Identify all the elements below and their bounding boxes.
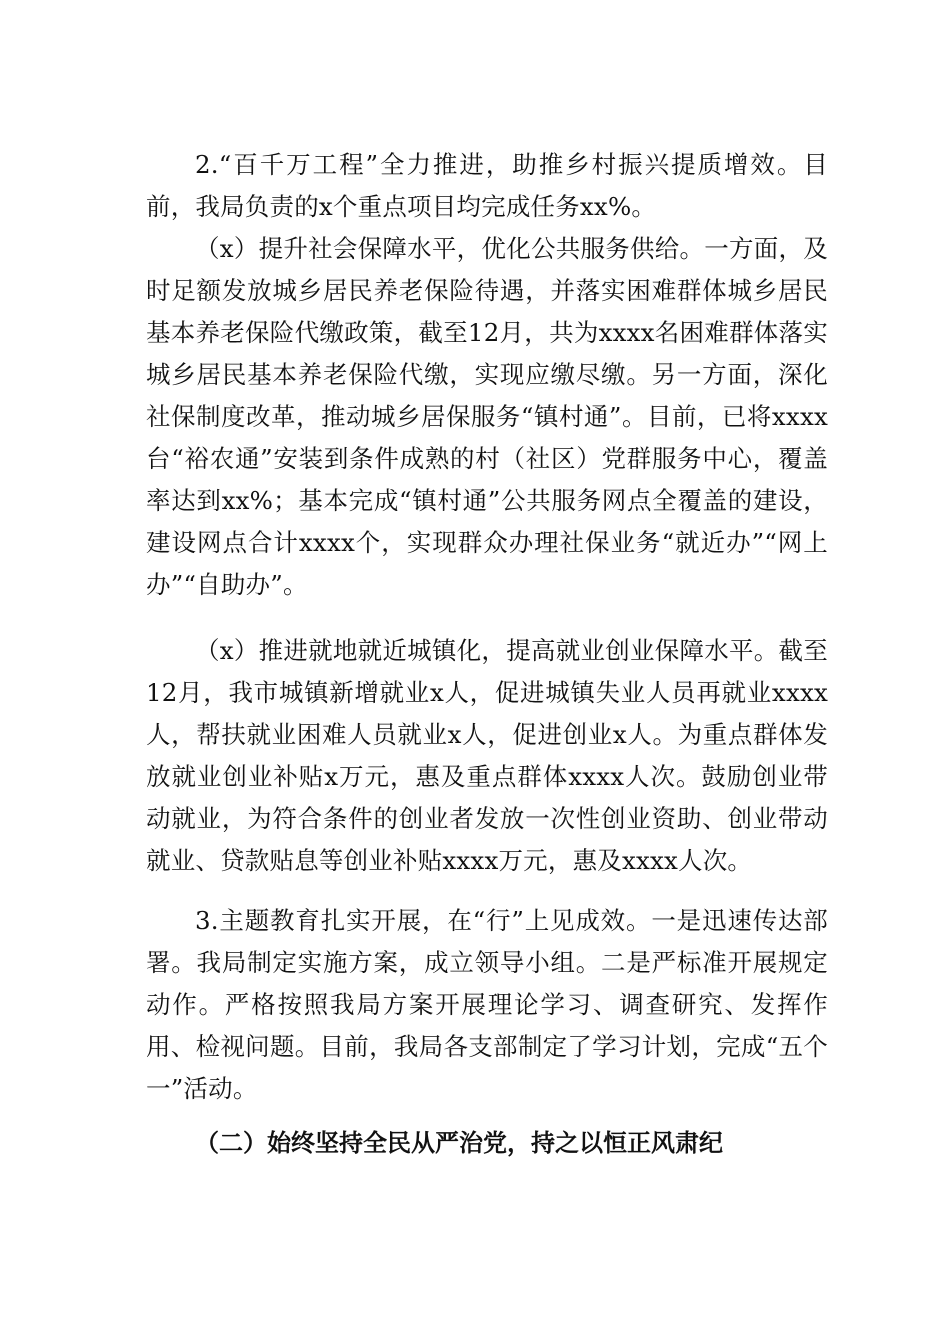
section-heading: （二）始终坚持全民从严治党，持之以恒正风肃纪 <box>195 1129 723 1157</box>
paragraph-employment: （x）推进就地就近城镇化，提高就业创业保障水平。截至12月，我市城镇新增就业x人，促进城镇失业人员再就业xxxx人，帮扶就业困难人员就业x人，促进创业x人。为重点群体发放就业创业补贴x万元，惠及重点群体xxxx人次。鼓励创业带动就业，为符合条件的创业者发放一次性创业资助、创业带动就业、贷款贴息等创业补贴xxxx万元，惠及xxxx人次。 <box>146 636 828 875</box>
paragraph-theme-education: 3.主题教育扎实开展，在“行”上见成效。一是迅速传达部署。我局制定实施方案，成立领导小组。二是严标准开展规定动作。严格按照我局方案开展理论学习、调查研究、发挥作用、检视问题。目前，我局各支部制定了学习计划，完成“五个一”活动。 <box>146 906 828 1103</box>
paragraph-village-revitalization: 2.“百千万工程”全力推进，助推乡村振兴提质增效。目前，我局负责的x个重点项目均完成任务xx%。 <box>146 150 828 221</box>
paragraph-social-security: （x）提升社会保障水平，优化公共服务供给。一方面，及时足额发放城乡居民养老保险待遇，并落实困难群体城乡居民基本养老保险代缴政策，截至12月，共为xxxx名困难群体落实城乡居民基本养老保险代缴，实现应缴尽缴。另一方面，深化社保制度改革，推动城乡居保服务“镇村通”。目前，已将xxxx台“裕农通”安装到条件成熟的村（社区）党群服务中心，覆盖率达到xx%；基本完成“镇村通”公共服务网点全覆盖的建设，建设网点合计xxxx个，实现群众办理社保业务“就近办”“网上办”“自助办”。 <box>146 234 828 599</box>
